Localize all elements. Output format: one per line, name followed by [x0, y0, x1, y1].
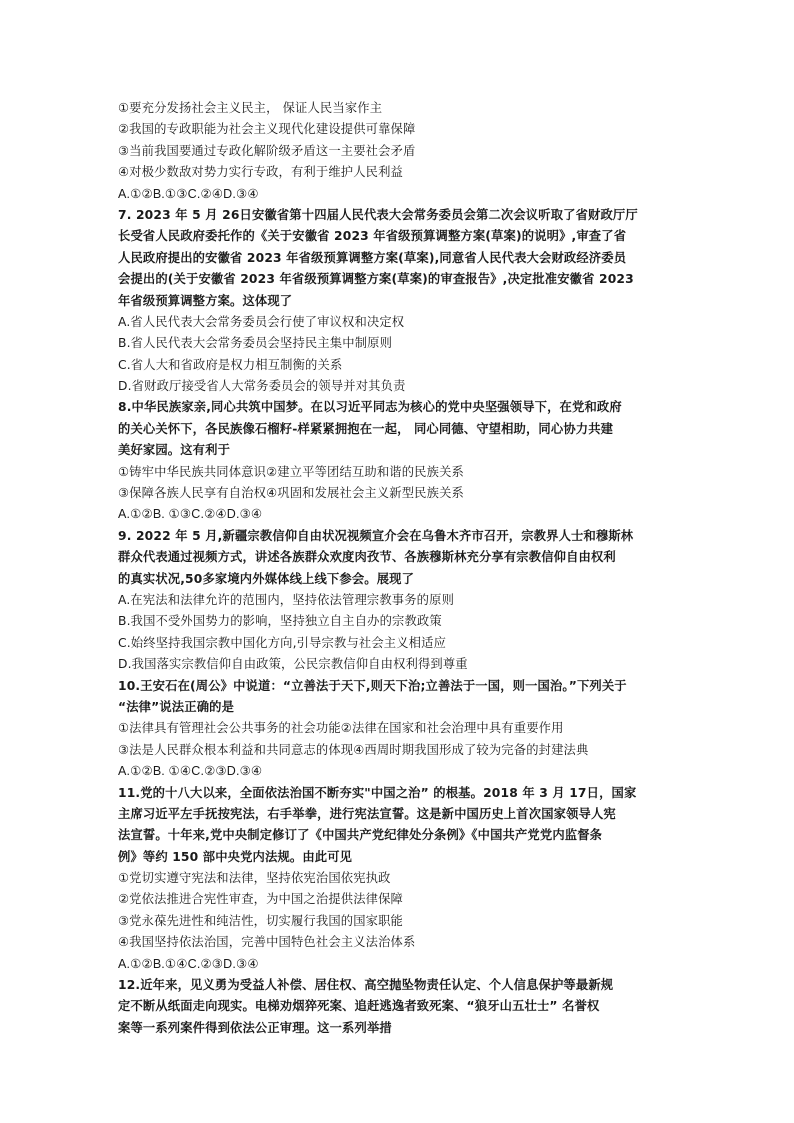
option-2: ②党依法推进合宪性审查，为中国之治提供法律保障 — [118, 892, 404, 907]
question-stem: 年省级预算调整方案。这体现了 — [118, 293, 293, 308]
option-1: ①要充分发扬社会主义民主， 保证人民当家作主 — [118, 101, 383, 115]
option-2: ②我国的专政职能为社会主义现代化建设提供可靠保障 — [118, 122, 416, 137]
options-3-4: ③法是人民群众根本利益和共同意志的体现④西周时期我国形成了较为完备的封建法典 — [118, 742, 589, 757]
option-b: B.省人民代表大会常务委员会坚持民主集中制原则 — [118, 336, 393, 351]
question-stem: 11.党的十八大以来，全面依法治国不断夯实"中国之治” 的根基。2018 年 3 月 17日，国家 — [118, 785, 637, 800]
question-stem: 长受省人民政府委托作的《关于安徽省 2023 年省级预算调整方案(草案)的说明》,审查了省 — [118, 229, 627, 244]
question-stem: 的关心关怀下，各民族像石榴籽-样紧紧拥抱在一起， 同心同德、守望相助，同心协力共建 — [118, 421, 614, 436]
question-stem: 会提出的(关于安徽省 2023 年省级预算调整方案(草案)的审查报告》,决定批准安徽省 2023 — [118, 272, 634, 287]
question-6-options — [118, 98, 678, 205]
question-stem: 定不断从纸面走向现实。电梯劝烟猝死案、追赶逃逸者致死案、“狼牙山五壮士” 名誉权 — [118, 999, 600, 1014]
answer-choices: A.①②B. ①③C.②④D.③④ — [118, 507, 263, 522]
question-stem: 7. 2023 年 5 月 26日安徽省第十四届人民代表大会常务委员会第二次会议听取了省财政厅厅 — [118, 207, 638, 222]
question-stem: 9. 2022 年 5 月,新疆宗教信仰自由状况视频宣介会在乌鲁木齐市召开，宗教界人士和穆斯林 — [118, 528, 634, 543]
question-stem: 美好家园。这有利于 — [118, 443, 231, 458]
answer-choices: A.①②B. ①④C.②③D.③④ — [118, 764, 263, 779]
option-c: C.始终坚持我国宗教中国化方向,引导宗教与社会主义相适应 — [118, 635, 447, 650]
question-stem: 案等一系列案件得到依法公正审理。这一系列举措 — [118, 1020, 392, 1035]
question-stem: 12.近年来，见义勇为受益人补偿、居住权、高空抛坠物责任认定、个人信息保护等最新规 — [118, 978, 614, 993]
question-11 — [118, 783, 678, 976]
answer-choices: A.①②B.①④C.②③D.③④ — [118, 956, 259, 971]
option-a: A.在宪法和法律允许的范围内，坚持依法管理宗教事务的原则 — [118, 592, 455, 607]
question-stem: 的真实状况,50多家境内外媒体线上线下参会。展现了 — [118, 571, 415, 586]
option-d: D.省财政厅接受省人大常务委员会的领导并对其负责 — [118, 379, 406, 394]
options-1-2: ①铸牢中华民族共同体意识②建立平等团结互助和谐的民族关系 — [118, 464, 464, 479]
question-stem: 8.中华民族家亲,同心共筑中国梦。在以习近平同志为核心的党中央坚强领导下，在党和政府 — [118, 400, 622, 415]
option-d: D.我国落实宗教信仰自由政策，公民宗教信仰自由权利得到尊重 — [118, 657, 468, 672]
question-stem: 例》等约 150 部中央党内法规。由此可见 — [118, 849, 353, 864]
question-stem: 主席习近平左手抚按宪法，右手举拳，进行宪法宣誓。这是新中国历史上首次国家领导人宪 — [118, 806, 616, 821]
question-stem: 人民政府提出的安徽省 2023 年省级预算调整方案(草案),同意省人民代表大会财政经济委员 — [118, 250, 627, 265]
option-a: A.省人民代表大会常务委员会行使了审议权和决定权 — [118, 314, 405, 329]
option-3: ③党永葆先进性和纯洁性，切实履行我国的国家职能 — [118, 913, 404, 928]
question-9 — [118, 526, 678, 676]
question-7 — [118, 205, 678, 398]
options-3-4: ③保障各族人民享有自治权④巩固和发展社会主义新型民族关系 — [118, 486, 464, 501]
option-3: ③当前我国要通过专政化解阶级矛盾这一主要社会矛盾 — [118, 143, 416, 158]
option-c: C.省人大和省政府是权力相互制衡的关系 — [118, 357, 343, 372]
options-1-2: ①法律具有管理社会公共事务的社会功能②法律在国家和社会治理中具有重要作用 — [118, 721, 564, 736]
question-stem: 法宣誓。十年来,党中央制定修订了《中国共产党纪律处分条例》《中国共产党党内监督条 — [118, 828, 603, 843]
option-b: B.我国不受外国势力的影响，坚持独立自主自办的宗教政策 — [118, 614, 442, 629]
question-12 — [118, 975, 678, 1039]
question-stem: 10.王安石在(周公》中说道：“立善法于天下,则天下治;立善法于一国，则一国治。”下列关于 — [118, 678, 627, 693]
question-10 — [118, 676, 678, 783]
answer-choices: A.①②B.①③C.②④D.③④ — [118, 186, 259, 201]
exam-page — [118, 98, 678, 1039]
option-1: ①党切实遵守宪法和法律，坚持依宪治国依宪执政 — [118, 871, 391, 886]
option-4: ④我国坚持依法治国，完善中国特色社会主义法治体系 — [118, 935, 416, 950]
option-4: ④对极少数敌对势力实行专政，有利于维护人民利益 — [118, 165, 404, 180]
question-stem: “法律”说法正确的是 — [118, 699, 235, 714]
question-8 — [118, 397, 678, 525]
question-stem: 群众代表通过视频方式，讲述各族群众欢度肉孜节、各族穆斯林充分享有宗教信仰自由权利 — [118, 550, 616, 565]
